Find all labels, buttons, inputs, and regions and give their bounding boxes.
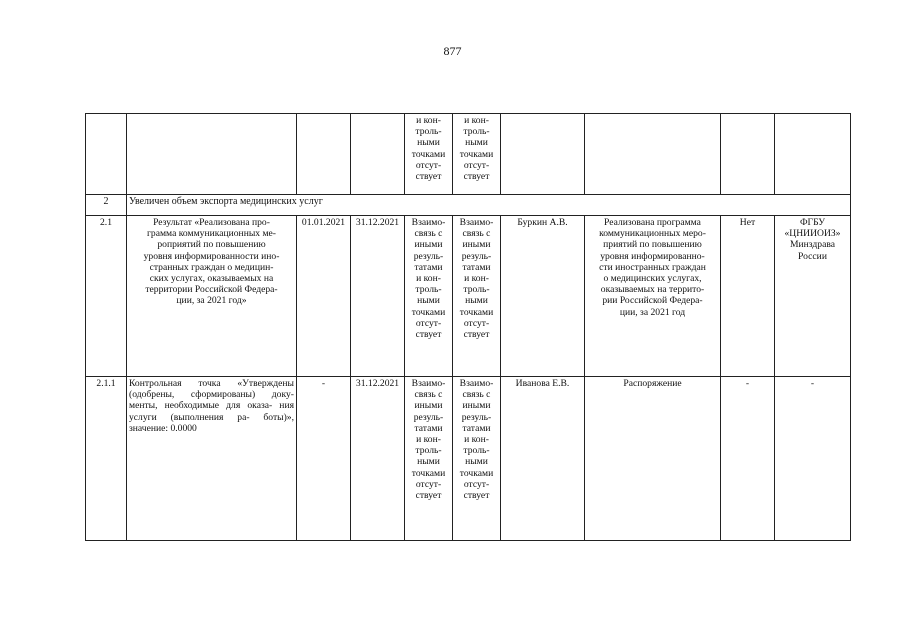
flag-cell: Нет xyxy=(721,216,775,377)
table-row xyxy=(86,377,851,541)
flag-cell xyxy=(721,114,775,195)
responsible-cell: Буркин А.В. xyxy=(501,216,585,377)
section-row xyxy=(86,195,851,216)
link-cell: Взаимо- связь с иными резуль- татами и кон- троль- ными точками отсут- ствует xyxy=(405,216,453,377)
start-date: 01.01.2021 xyxy=(297,216,351,377)
task-name: Контрольная точка «Утверждены (одобрены, сформированы) доку- менты, необходимые для оказа- ния услуги (выполнения ра- боты)», значение: 0.0000 xyxy=(127,377,297,541)
row-number xyxy=(86,114,127,195)
end-date: 31.12.2021 xyxy=(351,216,405,377)
start-date xyxy=(297,114,351,195)
flag-cell: - xyxy=(721,377,775,541)
responsible-cell: Иванова Е.В. xyxy=(501,377,585,541)
section-title: Увеличен объем экспорта медицинских услуг xyxy=(127,195,851,216)
organization-cell: ФГБУ «ЦНИИОИЗ» Минздрава России xyxy=(775,216,851,377)
responsible-cell xyxy=(501,114,585,195)
page-number: 877 xyxy=(443,44,462,58)
organization-cell xyxy=(775,114,851,195)
link-cell: Взаимо- связь с иными резуль- татами и кон- троль- ными точками отсут- ствует xyxy=(405,377,453,541)
organization-cell: - xyxy=(775,377,851,541)
task-name xyxy=(127,114,297,195)
task-name: Результат «Реализована про- грамма коммуникационных ме- роприятий по повышению уровня информированности ино- странных граждан о медицин- ских услугах, оказываемых на территории Российской Федера- ции, за 2021 год» xyxy=(127,216,297,377)
link-cell: Взаимо- связь с иными резуль- татами и кон- троль- ными точками отсут- ствует xyxy=(453,216,501,377)
link-cell: и кон- троль- ными точками отсут- ствует xyxy=(453,114,501,195)
end-date xyxy=(351,114,405,195)
link-cell: и кон- троль- ными точками отсут- ствует xyxy=(405,114,453,195)
table-row xyxy=(86,216,851,377)
end-date: 31.12.2021 xyxy=(351,377,405,541)
row-number: 2.1.1 xyxy=(86,377,127,541)
link-cell: Взаимо- связь с иными резуль- татами и кон- троль- ными точками отсут- ствует xyxy=(453,377,501,541)
row-number: 2.1 xyxy=(86,216,127,377)
result-cell xyxy=(585,114,721,195)
plan-table xyxy=(85,113,851,541)
section-number: 2 xyxy=(86,195,127,216)
table-row xyxy=(86,114,851,195)
start-date: - xyxy=(297,377,351,541)
result-cell: Распоряжение xyxy=(585,377,721,541)
result-cell: Реализована программа коммуникационных меро- приятий по повышению уровня информированно- сти иностранных граждан о медицинских услугах, оказываемых на террито- рии Российской Федера- ции, за 2021 год xyxy=(585,216,721,377)
